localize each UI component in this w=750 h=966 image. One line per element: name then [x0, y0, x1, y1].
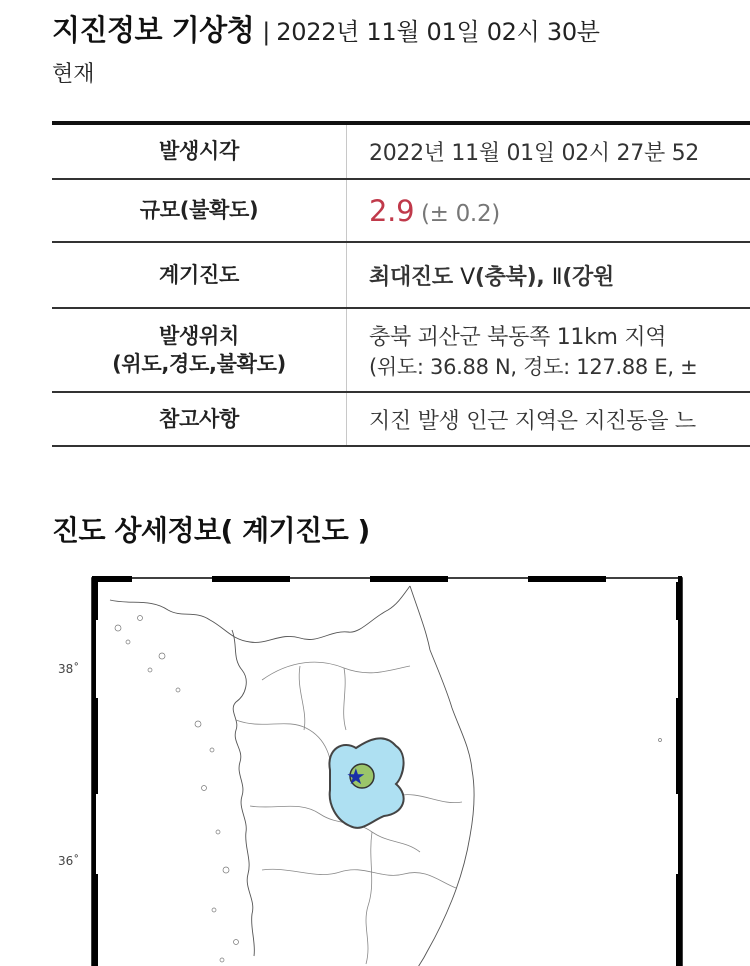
- table-row-location: [52, 308, 750, 392]
- lat-label-36: 36˚: [58, 854, 80, 868]
- location-label-line1: 발생위치: [159, 323, 239, 348]
- table-row-magnitude: [52, 179, 750, 242]
- intensity-label: 계기진도: [52, 242, 347, 308]
- intensity-level-2: Ⅱ: [551, 264, 563, 290]
- location-cell: [347, 308, 750, 392]
- intensity-cell: [347, 242, 750, 308]
- location-label-line2: (위도,경도,불확도): [112, 352, 286, 376]
- location-line-1: 충북 괴산군 북동쪽 11km 지역: [369, 324, 667, 350]
- notes-value: 지진 발생 인근 지역은 지진동을 느: [369, 408, 696, 434]
- lat-label-38: 38˚: [58, 662, 80, 676]
- intensity-region-1: (충북),: [474, 264, 545, 290]
- origin-time-value: 2022년 11월 01일 02시 27분 52: [369, 141, 699, 166]
- table-row-intensity: [52, 242, 750, 308]
- location-line-2: (위도: 36.88 N, 경도: 127.88 E, ±: [369, 354, 698, 379]
- update-datetime: 2022년 11월 01일 02시 30분: [276, 18, 600, 46]
- intensity-level-1: Ⅴ: [460, 264, 475, 290]
- intensity-prefix: 최대진도: [369, 264, 453, 290]
- earthquake-info-table: [52, 121, 750, 447]
- magnitude-uncertainty: (± 0.2): [420, 200, 500, 227]
- location-label: [52, 308, 347, 392]
- intensity-region-2: (강원: [562, 264, 614, 290]
- table-row-origin-time: [52, 123, 750, 179]
- detail-section-title: 진도 상세정보( 계기진도 ): [52, 514, 370, 547]
- page-title: 지진정보 기상청: [52, 13, 255, 47]
- intensity-map: [0, 570, 750, 966]
- table-row-notes: [52, 392, 750, 446]
- magnitude-value: 2.9: [369, 193, 415, 228]
- magnitude-cell: [347, 179, 750, 242]
- origin-time-label: 발생시각: [52, 123, 347, 179]
- star-icon: ★: [346, 765, 366, 790]
- coastline: [110, 586, 474, 966]
- update-suffix: 현재: [52, 62, 95, 87]
- title-separator: |: [262, 18, 271, 46]
- page-header: [52, 8, 742, 88]
- magnitude-label: 규모(불확도): [52, 179, 347, 242]
- notes-label: 참고사항: [52, 392, 347, 446]
